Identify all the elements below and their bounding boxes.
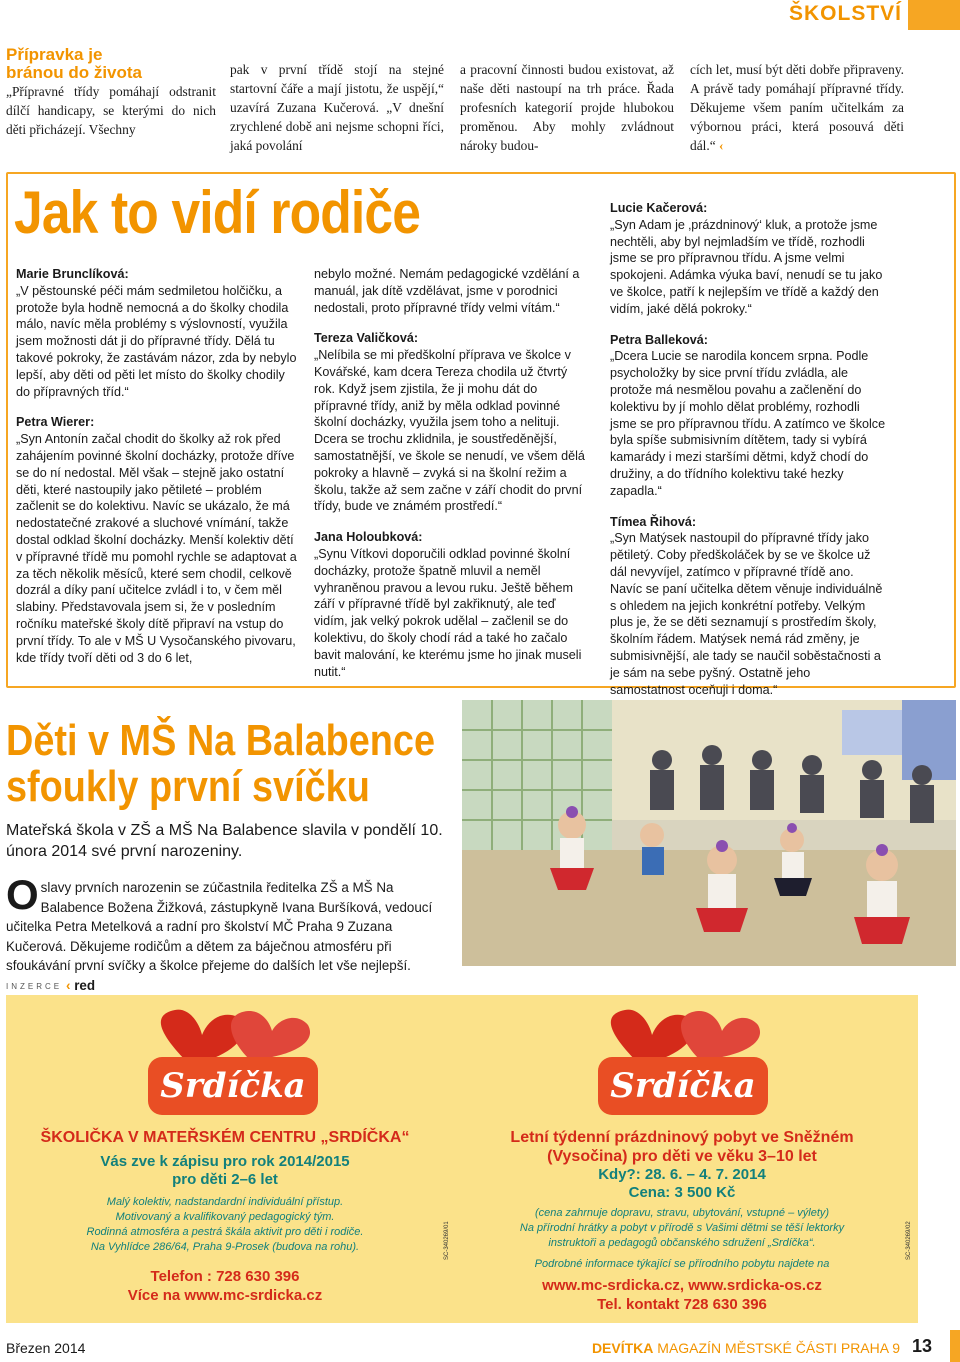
ad-note: (cena zahrnuje dopravu, stravu, ubytování, vstupné – výlety) bbox=[534, 1207, 830, 1219]
logo-text: Srdíčka bbox=[148, 1057, 318, 1115]
logo-text: Srdíčka bbox=[598, 1057, 768, 1115]
ad-price: Cena: 3 500 Kč bbox=[628, 1184, 736, 1201]
column-title-line: Přípravka je bbox=[6, 45, 103, 64]
footer-magazine bbox=[592, 1340, 900, 1356]
header-accent-bar bbox=[908, 0, 960, 30]
drop-cap: O bbox=[6, 871, 39, 918]
quote-text: „Syn Antonín začal chodit do školky až rok před zahájením povinné školní docházky, protože dříve se do ní nedostal. Měl však – stejně jako ostatní děti, které nastoupily jako pětileté – problém začlenit se do kolektivu. Navíc se ukázalo, že má nedostatečné zrakové a sluchové vnímání, takže dostal odklad školní docházky. Menší kolektiv dětí v přípravné třídě mu pomohl rychle se adaptovat a za těch několik měsíců, které sem chodil, celkově dozrál a díky paní učitelce zvládl i to, v čem měl slabiny. Představovala jsem si, že v posledním ročníku mateřské školy dítě připraví na vstup do první třídy. To ale v MŠ U Vysočanského pivovaru, kde třídy tvoří děti od 3 do 6 let, bbox=[16, 432, 297, 665]
ad-info: Podrobné informace týkající se přírodního pobytu najdete na bbox=[534, 1258, 830, 1270]
column-text: cích let, musí být děti dobře připraveny. A právě tady pomáhají přípravné třídy. Děkujeme všem paním učitelkám za výbornou práci, která posouvá děti dál.“ bbox=[690, 62, 904, 153]
article-title-line: sfoukly první svíčku bbox=[6, 762, 370, 811]
kindergarten-photo bbox=[462, 700, 956, 966]
quote-block bbox=[16, 266, 300, 400]
quote-block bbox=[610, 200, 888, 318]
quote-text: „Dcera Lucie se narodila koncem srpna. Podle psycholožky by sice první třídu zvládla, ale protože má nesmělou povahu a začlenění do kolektivu by jí mohlo dělat problémy, rozhodli jsme se pro přípravnou třídu. A zatímco ve školce byla spíše submisivním dítětem, tady si vybírá kamarády i mezi staršími dětmi, když chodí do družiny, a do třídního kolektivu také hezky zapadla.“ bbox=[610, 349, 886, 498]
quote-block bbox=[610, 514, 888, 699]
quote-author: Petra Wierer: bbox=[16, 415, 95, 430]
parents-column-1 bbox=[16, 266, 300, 680]
article-signature: red bbox=[74, 977, 96, 993]
quote-author: Jana Holoubková: bbox=[314, 530, 423, 545]
ad-line: Rodinná atmosféra a pestrá škála aktivit pro děti i rodiče. bbox=[86, 1226, 364, 1238]
ad-desc: Na přírodní hrátky a pobyt v přírodě s Vašimi dětmi se těší lektorky bbox=[519, 1222, 845, 1234]
ad-link[interactable]: www.mc-srdicka.cz bbox=[184, 1287, 323, 1304]
ad-more bbox=[20, 1286, 430, 1305]
ad-invite: Vás zve k zápisu pro rok 2014/2015 bbox=[100, 1153, 350, 1170]
quote-text: „Nelíbila se mi předškolní příprava ve školce v Kovářské, kam dcera Tereza chodila už čtvrtý rok. Když jsem zjistila, že ji mohu dát do přípravné třídy, aniž by měla odklad povinné školní docházky, využila jsem toho a nelituji. Dcera se trochu zklidnila, je soustředěnější, samostatnější, ve škole se nenudí, ve všem dělá pokroky a hlavně – zvyká si na školní režim a školu, takže až sem začne v září chodit do první třídy, bude ve známém prostředí.“ bbox=[314, 348, 585, 514]
quote-block bbox=[16, 414, 300, 666]
ad-phone: Telefon : 728 630 396 bbox=[150, 1268, 300, 1285]
ad-invite: pro děti 2–6 let bbox=[172, 1171, 278, 1188]
ad-label: INZERCE bbox=[6, 982, 63, 991]
ad-when: Kdy?: 28. 6. – 4. 7. 2014 bbox=[598, 1166, 766, 1183]
column-text: „Přípravné třídy pomáhají odstranit dílčí handicapy, se kterými do nich děti přicházejí. Všechny bbox=[6, 84, 216, 137]
footer-accent-bar bbox=[950, 1330, 960, 1362]
quote-block bbox=[610, 332, 888, 500]
quote-block bbox=[314, 266, 586, 316]
ad-urls[interactable]: www.mc-srdicka.cz, www.srdicka-os.cz bbox=[542, 1277, 822, 1294]
top-column-3: a pracovní činnosti budou existovat, až naše děti nastoupí na trh práce. Řada profesních kategorií projde hlubokou proměnou. Aby mohly zvládnout nároky budou- bbox=[460, 62, 674, 153]
magazine-name: DEVÍTKA bbox=[591, 1340, 654, 1356]
column-title-line: bránou do života bbox=[6, 63, 142, 82]
ad-code: SC-340269/02 bbox=[906, 1221, 912, 1260]
ad-heading: ŠKOLIČKA V MATEŘSKÉM CENTRU „SRDÍČKA“ bbox=[40, 1129, 410, 1146]
ad-left-block bbox=[20, 1128, 430, 1305]
article-text: slavy prvních narozenin se zúčastnila ředitelka ZŠ a MŠ Na Balabence Božena Žižková, zástupkyně Ivana Buršíková, vedoucí učitelka Petra Metelková a radní pro školství MČ Praha 9 Zuzana Kučerová. Děkujeme rodičům a dětem za báječnou atmosféru při sfoukávání první svíčky a školce přejeme do dalších let vše nejlepší. bbox=[6, 880, 433, 973]
ad-more-prefix: Více na bbox=[127, 1287, 185, 1304]
quote-text: nebylo možné. Nemám pedagogické vzdělání a manuál, jak dítě vzdělávat, jsme v porodnici nedostali, proto přípravné třídy velmi vítám.“ bbox=[314, 267, 580, 315]
column-title bbox=[6, 46, 216, 82]
ad-right-block bbox=[482, 1128, 882, 1314]
quote-author: Petra Balleková: bbox=[610, 332, 709, 347]
article-title-line: Děti v MŠ Na Balabence bbox=[6, 716, 436, 765]
top-column-4 bbox=[690, 60, 904, 155]
quote-text: „Synu Vítkovi doporučili odklad povinné školní docházky, protože špatně mluvil a neměl vyhraněnou pravou a levou ruku. Ještě během září v přípravné třídě byl zakřiknutý, ale teď vidím, jak velký pokrok udělal – začlenil se do kolektivu, do školy chodí rád a také ho začalo bavit malování, ke kterému jsme ho jinak museli nutit.“ bbox=[314, 546, 582, 679]
ad-heading: Letní týdenní prázdninový pobyt ve Sněžném bbox=[510, 1129, 854, 1146]
parents-column-2 bbox=[314, 266, 586, 694]
parents-column-3 bbox=[610, 200, 888, 712]
quote-text: „Syn Adam je ‚prázdninový‘ kluk, a protože jsme nechtěli, aby byl nejmladším ve třídě, rozhodli jsme se pro přípravnou třídu. A jsme velmi spokojeni. Adámka výuka baví, nenudí se tu jako ve školce, patří k nejlepším ve třídě a každý den vidím, jaké dělá pokroky.“ bbox=[610, 217, 883, 316]
quote-text: „Syn Matýsek nastoupil do přípravné třídy jako pětiletý. Coby předškoláček by se ve školce už dál nevyvíjel, zatímco v přípravné třídě ano. Navíc se paní učitelka dětem věnuje individuálně s ohledem na jejich konkrétní potřeby. Velkým plus je, že se děti seznamují s prostředím školy, školním řádem. Matýsek nemá rád změny, je submisivnější, ale tady se naučil soběstačnosti a je sám na sebe pyšný. Ostatně jeho samostatnost oceňuji i doma.“ bbox=[610, 531, 883, 697]
footer-date: Březen 2014 bbox=[6, 1340, 86, 1356]
quote-author: Marie Brunclíková: bbox=[16, 267, 129, 281]
quote-text: „V pěstounské péči mám sedmiletou holčičku, a protože byla hodně nemocná a do školky chodila málo, navíc měla problémy s výslovností, využila jsem možnosti dát ji do přípravné třídy. Dělá tu takové pokroky, že zastávám názor, zda by nebylo lepší, aby děti od pěti let místo do školky chodily do přípravných tříd.“ bbox=[16, 283, 297, 399]
ad-line: Na Vyhlídce 286/64, Praha 9-Prosek (budova na rohu). bbox=[90, 1241, 360, 1253]
srdicka-logo-right bbox=[580, 1005, 780, 1125]
end-mark-icon: ‹ bbox=[719, 138, 724, 153]
ad-desc: instruktoři a pedagogů občanského sdružení „Srdíčka“. bbox=[548, 1237, 816, 1249]
quote-block bbox=[314, 529, 586, 680]
section-tag: ŠKOLSTVÍ bbox=[788, 2, 902, 25]
quote-author: Tímea Řihová: bbox=[610, 514, 697, 529]
magazine-subtitle: MAGAZÍN MĚSTSKÉ ČÁSTI PRAHA 9 bbox=[657, 1340, 900, 1356]
top-column-2: pak v první třídě stojí na stejné startovní čáře a mají jistotu, že uspějí,“ uzavírá Zuzana Kučerová. „V dnešní zrychlené době ani nejsme schopni říci, jaká povolání bbox=[230, 62, 444, 153]
end-mark-icon: ‹ bbox=[66, 977, 71, 993]
top-column-1 bbox=[6, 46, 216, 139]
quote-block bbox=[314, 330, 586, 515]
page-number: 13 bbox=[911, 1336, 932, 1356]
ad-line: Motivovaný a kvalifikovaný pedagogický tým. bbox=[115, 1211, 335, 1223]
ad-contact: Tel. kontakt 728 630 396 bbox=[597, 1296, 767, 1313]
article-lead: Mateřská škola v ZŠ a MŠ Na Balabence slavila v pondělí 10. února 2014 své první narozeniny. bbox=[6, 822, 443, 860]
ad-heading: (Vysočina) pro děti ve věku 3–10 let bbox=[547, 1148, 817, 1165]
article-body bbox=[6, 871, 446, 995]
ad-line: Malý kolektiv, nadstandardní individuální přístup. bbox=[106, 1196, 344, 1208]
quote-author: Tereza Valičková: bbox=[314, 331, 419, 346]
srdicka-logo-left bbox=[130, 1005, 330, 1125]
ad-code: SC-340269/01 bbox=[444, 1221, 450, 1260]
parents-title: Jak to vidí rodiče bbox=[14, 179, 421, 246]
article-title bbox=[6, 718, 435, 810]
quote-author: Lucie Kačerová: bbox=[610, 201, 708, 215]
